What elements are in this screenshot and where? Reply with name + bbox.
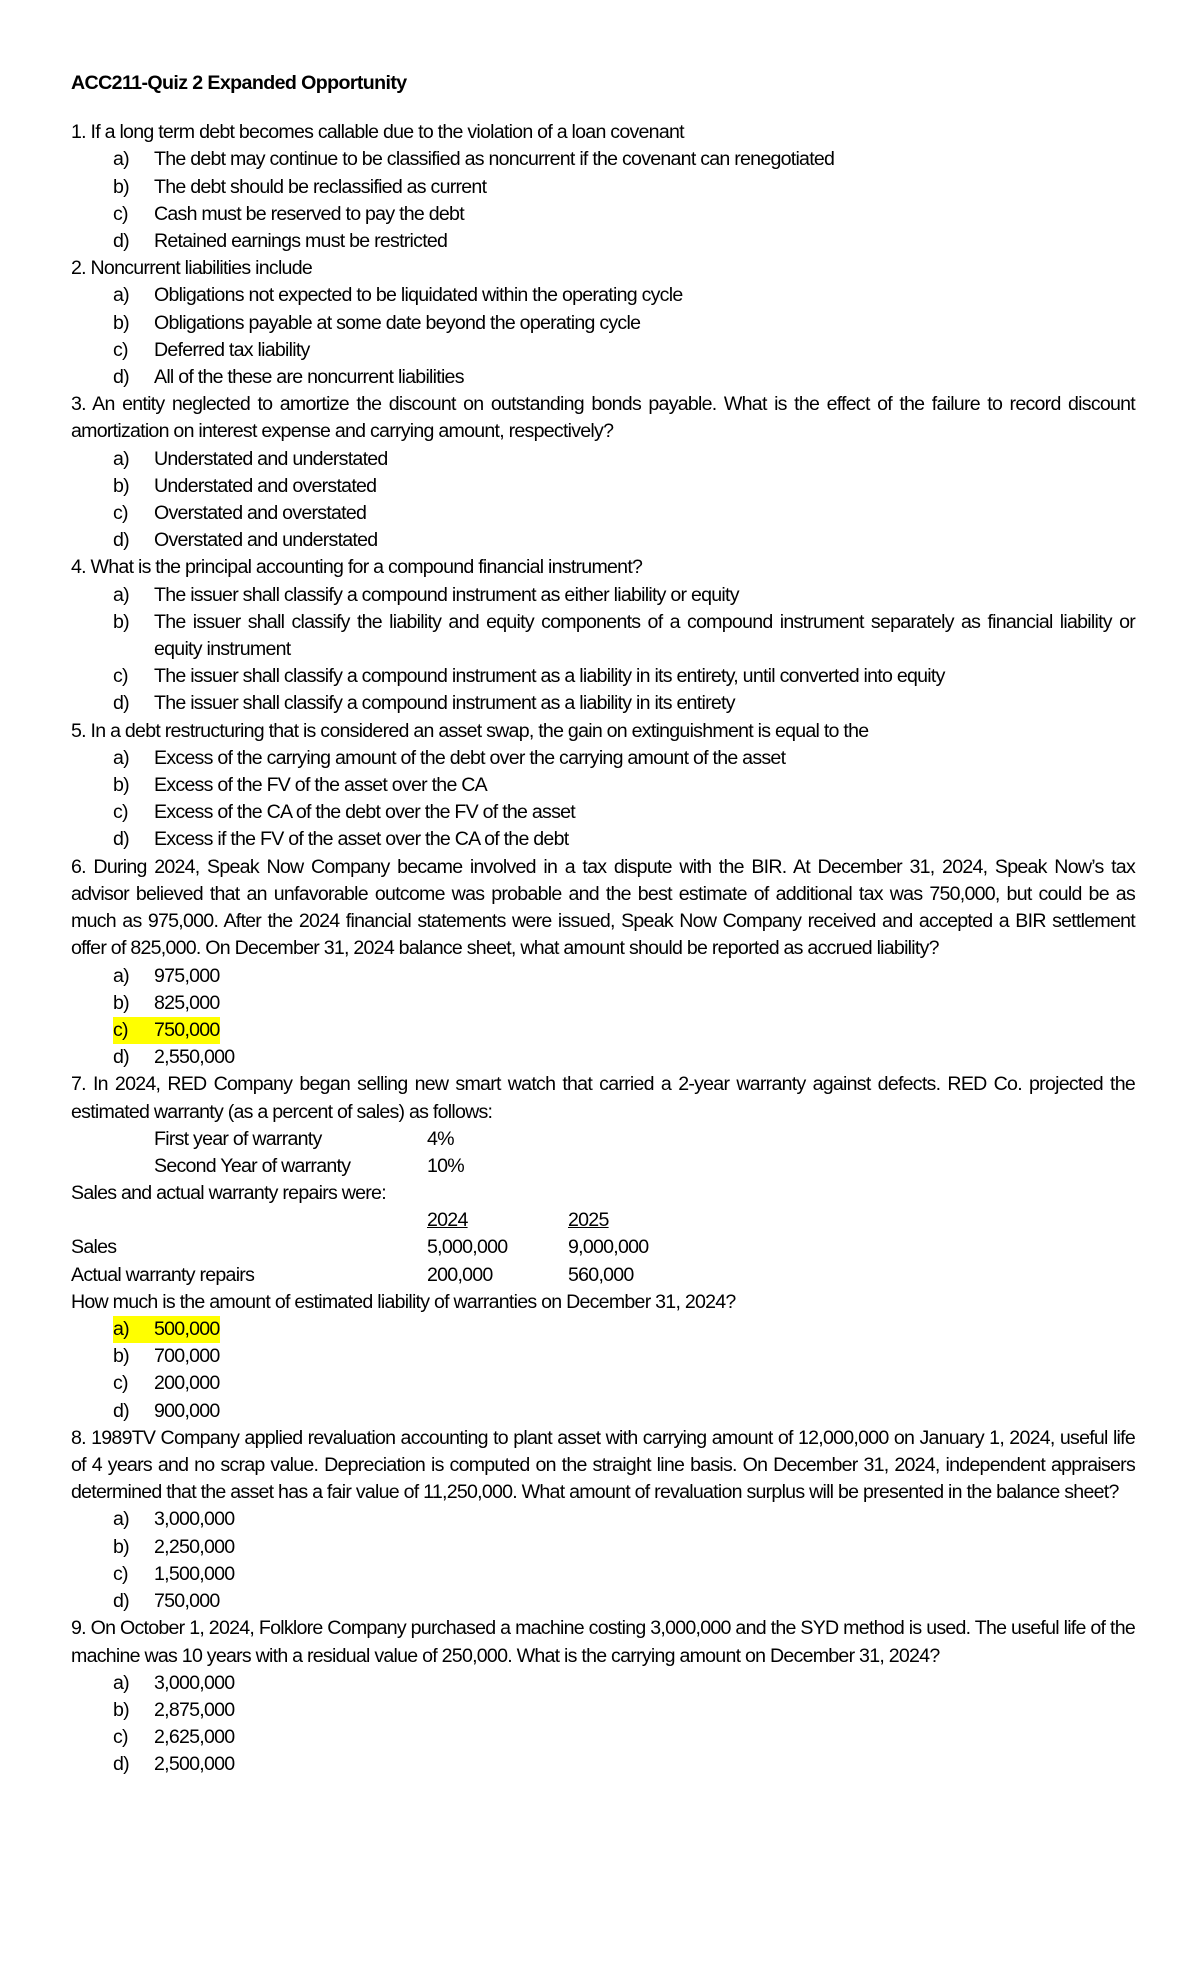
sales-intro: Sales and actual warranty repairs were: [71, 1182, 386, 1205]
option-a [71, 146, 1135, 173]
table-header-row [71, 1207, 1135, 1234]
option-label: c) [113, 665, 128, 688]
option-text: Retained earnings must be restricted [154, 230, 448, 253]
warranty-rate-label: First year of warranty [154, 1127, 322, 1150]
option-text: The debt should be reclassified as current [154, 175, 487, 198]
question-followup: How much is the amount of estimated liability of warranties on December 31, 2024? [71, 1290, 736, 1313]
option-text: 2,625,000 [154, 1726, 235, 1749]
option-label: b) [113, 1698, 129, 1721]
table-cell: 200,000 [427, 1263, 493, 1286]
warranty-rate-row [71, 1153, 1135, 1180]
option-text: 750,000 [154, 1017, 220, 1044]
option-text: 975,000 [154, 964, 220, 987]
options-list [71, 146, 1135, 255]
option-d [71, 1751, 1135, 1778]
question-text: 6. During 2024, Speak Now Company became involved in a tax dispute with the BIR. At December 31, 2024, Speak Now’s tax advisor believed that an unfavorable outcome was probable and the best estimate of additional tax was 750,000, but could be as much as 975,000. After the 2024 financial statements were issued, Speak Now Company received and accepted a BIR settlement offer of 825,000. On December 31, 2024 balance sheet, what amount should be reported as accrued liability? [71, 855, 1135, 960]
option-label: c) [113, 1372, 128, 1395]
option-b [71, 1534, 1135, 1561]
option-label: a) [113, 964, 129, 987]
question-text: 7. In 2024, RED Company began selling new smart watch that carried a 2-year warranty against defects. RED Co. projected the estimated warranty (as a percent of sales) as follows: [71, 1073, 1135, 1123]
option-a-highlighted [71, 1316, 1135, 1343]
option-text: 1,500,000 [154, 1562, 235, 1585]
option-label: c) [113, 1017, 154, 1044]
option-label: a) [113, 1316, 154, 1343]
option-text: The issuer shall classify a compound instrument as a liability in its entirety, until converted into equity [154, 665, 945, 688]
option-c [71, 1370, 1135, 1397]
question-text: 4. What is the principal accounting for a compound financial instrument? [71, 556, 643, 579]
option-d [71, 826, 1135, 853]
option-b [71, 473, 1135, 500]
option-text: 700,000 [154, 1345, 220, 1368]
question-text: 8. 1989TV Company applied revaluation accounting to plant asset with carrying amount of 12,000,000 on January 1, 2024, useful life of 4 years and no scrap value. Depreciation is computed on the straight line basis. On December 31, 2024, independent appraisers determined that the asset has a fair value of 11,250,000. What amount of revaluation surplus will be presented in the balance sheet? [71, 1426, 1135, 1504]
warranty-rate-value: 4% [427, 1127, 454, 1150]
option-text: 2,550,000 [154, 1046, 235, 1069]
option-label: d) [113, 529, 129, 552]
option-label: c) [113, 202, 128, 225]
option-d [71, 364, 1135, 391]
option-text: The issuer shall classify the liability and equity components of a compound instrument separately as financial liability or equity instrument [154, 610, 1135, 661]
option-b [71, 1343, 1135, 1370]
option-label: a) [113, 447, 129, 470]
option-text: All of the these are noncurrent liabilities [154, 366, 464, 389]
option-d [71, 527, 1135, 554]
option-c [71, 201, 1135, 228]
option-text: Cash must be reserved to pay the debt [154, 202, 464, 225]
options-list [71, 745, 1135, 854]
option-label: b) [113, 175, 129, 198]
option-text: 750,000 [154, 1590, 220, 1613]
option-a [71, 446, 1135, 473]
option-b [71, 772, 1135, 799]
option-d [71, 228, 1135, 255]
document-page [71, 70, 1135, 1779]
option-label: b) [113, 610, 129, 633]
option-label: b) [113, 474, 129, 497]
question-8 [71, 1425, 1135, 1615]
option-text: Understated and understated [154, 447, 388, 470]
question-9 [71, 1615, 1135, 1778]
option-a [71, 582, 1135, 609]
year-header: 2025 [568, 1209, 609, 1232]
option-text: Obligations payable at some date beyond the operating cycle [154, 311, 641, 334]
option-text: 2,500,000 [154, 1753, 235, 1776]
option-a [71, 282, 1135, 309]
option-c-highlighted [71, 1017, 1135, 1044]
question-4 [71, 554, 1135, 717]
option-label: d) [113, 230, 129, 253]
question-text: 2. Noncurrent liabilities include [71, 257, 312, 280]
options-list [71, 1670, 1135, 1779]
option-d [71, 1398, 1135, 1425]
option-label: b) [113, 774, 129, 797]
option-label: d) [113, 1590, 129, 1613]
option-a [71, 1506, 1135, 1533]
option-label: d) [113, 1046, 129, 1069]
option-text: 825,000 [154, 991, 220, 1014]
option-d [71, 1044, 1135, 1071]
warranty-rate-row [71, 1126, 1135, 1153]
options-list [71, 582, 1135, 718]
option-text: 2,250,000 [154, 1535, 235, 1558]
option-c [71, 799, 1135, 826]
options-list [71, 446, 1135, 555]
year-header: 2024 [427, 1209, 468, 1232]
warranty-rate-label: Second Year of warranty [154, 1154, 351, 1177]
option-text: The issuer shall classify a compound instrument as either liability or equity [154, 583, 739, 606]
option-c [71, 500, 1135, 527]
option-label: d) [113, 1399, 129, 1422]
option-label: b) [113, 1535, 129, 1558]
option-label: d) [113, 366, 129, 389]
option-text: 500,000 [154, 1316, 220, 1343]
question-text: 5. In a debt restructuring that is considered an asset swap, the gain on extinguishment is equal to the [71, 719, 869, 742]
option-a [71, 963, 1135, 990]
option-text: Overstated and overstated [154, 502, 367, 525]
option-text: Obligations not expected to be liquidated within the operating cycle [154, 284, 683, 307]
option-c [71, 1724, 1135, 1751]
question-3 [71, 391, 1135, 554]
option-label: c) [113, 1726, 128, 1749]
option-text: Excess of the carrying amount of the debt over the carrying amount of the asset [154, 746, 786, 769]
table-cell: 560,000 [568, 1263, 634, 1286]
option-text: 200,000 [154, 1372, 220, 1395]
option-c [71, 337, 1135, 364]
option-label: a) [113, 1508, 129, 1531]
option-text: Excess of the FV of the asset over the CA [154, 774, 487, 797]
question-text: 3. An entity neglected to amortize the discount on outstanding bonds payable. What is the effect of the failure to record discount amortization on interest expense and carrying amount, respectively? [71, 393, 1135, 443]
question-1 [71, 119, 1135, 255]
option-label: a) [113, 284, 129, 307]
option-label: b) [113, 1345, 129, 1368]
option-b [71, 174, 1135, 201]
option-label: b) [113, 311, 129, 334]
option-label: d) [113, 692, 129, 715]
option-label: d) [113, 1753, 129, 1776]
option-label: c) [113, 502, 128, 525]
option-text: Understated and overstated [154, 474, 377, 497]
question-text: 9. On October 1, 2024, Folklore Company purchased a machine costing 3,000,000 and the SYD method is used. The useful life of the machine was 10 years with a residual value of 250,000. What is the carrying amount on December 31, 2024? [71, 1617, 1135, 1667]
option-label: c) [113, 1562, 128, 1585]
option-c [71, 1561, 1135, 1588]
option-label: a) [113, 746, 129, 769]
option-label: a) [113, 583, 129, 606]
page-title: ACC211-Quiz 2 Expanded Opportunity [71, 72, 407, 94]
option-text: Excess if the FV of the asset over the CA of the debt [154, 828, 569, 851]
option-text: Overstated and understated [154, 529, 378, 552]
question-5 [71, 718, 1135, 854]
option-d [71, 690, 1135, 717]
question-text: 1. If a long term debt becomes callable due to the violation of a loan covenant [71, 121, 684, 144]
question-7 [71, 1071, 1135, 1425]
option-c [71, 663, 1135, 690]
options-list [71, 282, 1135, 391]
option-text: 2,875,000 [154, 1698, 235, 1721]
table-row [71, 1234, 1135, 1261]
options-list [71, 963, 1135, 1072]
option-text: Excess of the CA of the debt over the FV of the asset [154, 801, 575, 824]
option-text: 900,000 [154, 1399, 220, 1422]
option-d [71, 1588, 1135, 1615]
option-label: c) [113, 801, 128, 824]
option-b [71, 609, 1135, 663]
option-label: b) [113, 991, 129, 1014]
option-text: Deferred tax liability [154, 338, 310, 361]
option-label: c) [113, 338, 128, 361]
option-b [71, 1697, 1135, 1724]
table-row [71, 1262, 1135, 1289]
option-label: a) [113, 1671, 129, 1694]
option-text: 3,000,000 [154, 1671, 235, 1694]
option-a [71, 745, 1135, 772]
option-label: d) [113, 828, 129, 851]
option-a [71, 1670, 1135, 1697]
option-text: 3,000,000 [154, 1508, 235, 1531]
row-label: Sales [71, 1236, 117, 1259]
option-b [71, 990, 1135, 1017]
table-cell: 5,000,000 [427, 1236, 508, 1259]
option-label: a) [113, 148, 129, 171]
options-list [71, 1506, 1135, 1615]
option-text: The debt may continue to be classified as noncurrent if the covenant can renegotiated [154, 148, 835, 171]
question-2 [71, 255, 1135, 391]
warranty-rate-value: 10% [427, 1154, 464, 1177]
question-6 [71, 854, 1135, 1072]
table-cell: 9,000,000 [568, 1236, 649, 1259]
option-b [71, 310, 1135, 337]
option-text: The issuer shall classify a compound instrument as a liability in its entirety [154, 692, 735, 715]
options-list [71, 1316, 1135, 1425]
row-label: Actual warranty repairs [71, 1263, 255, 1286]
